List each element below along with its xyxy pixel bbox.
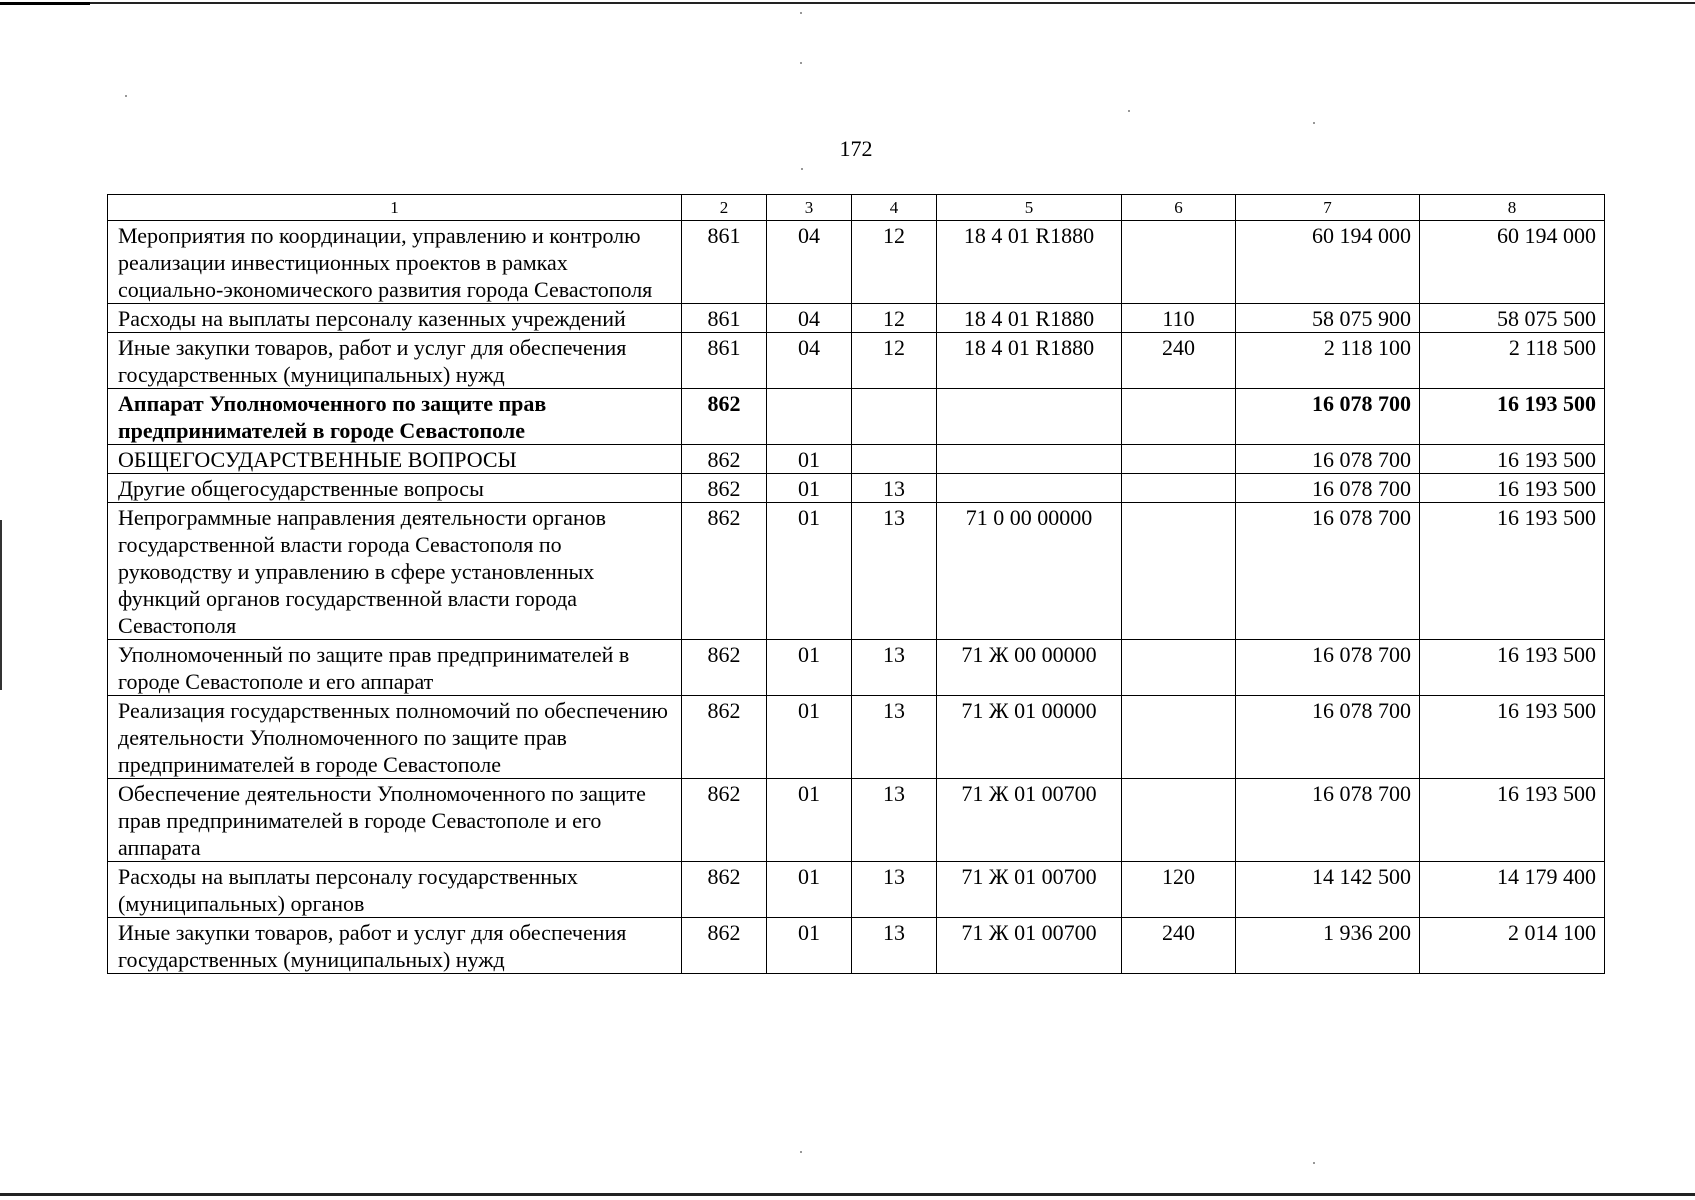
cell-col-4: 13 xyxy=(852,503,937,640)
row-description: Уполномоченный по защите прав предпринимателей в городе Севастополе и его аппарат xyxy=(108,640,682,696)
cell-col-3: 04 xyxy=(767,304,852,333)
cell-col-8: 16 193 500 xyxy=(1420,474,1605,503)
cell-col-5: 71 Ж 01 00700 xyxy=(937,779,1122,862)
row-description: Мероприятия по координации, управлению и контролю реализации инвестиционных проектов в рамках социально-экономического развития города Севастополя xyxy=(108,221,682,304)
row-description: Расходы на выплаты персоналу казенных учреждений xyxy=(108,304,682,333)
cell-col-5 xyxy=(937,474,1122,503)
table-row xyxy=(108,503,1605,640)
cell-col-7: 1 936 200 xyxy=(1236,918,1420,974)
cell-col-6: 240 xyxy=(1122,333,1236,389)
top-border-mark xyxy=(0,2,90,5)
cell-col-6 xyxy=(1122,640,1236,696)
table-row xyxy=(108,333,1605,389)
cell-col-7: 16 078 700 xyxy=(1236,696,1420,779)
cell-col-2: 862 xyxy=(682,474,767,503)
cell-col-5: 71 Ж 01 00000 xyxy=(937,696,1122,779)
cell-col-8: 2 118 500 xyxy=(1420,333,1605,389)
col-header-5: 5 xyxy=(937,195,1122,221)
scan-speck xyxy=(1313,1162,1315,1164)
cell-col-3: 01 xyxy=(767,779,852,862)
cell-col-3: 01 xyxy=(767,445,852,474)
cell-col-3 xyxy=(767,389,852,445)
cell-col-3: 01 xyxy=(767,696,852,779)
cell-col-7: 16 078 700 xyxy=(1236,474,1420,503)
table-row xyxy=(108,389,1605,445)
col-header-1: 1 xyxy=(108,195,682,221)
cell-col-2: 861 xyxy=(682,304,767,333)
scan-speck xyxy=(801,168,803,170)
cell-col-4: 13 xyxy=(852,640,937,696)
table-row xyxy=(108,779,1605,862)
cell-col-8: 60 194 000 xyxy=(1420,221,1605,304)
cell-col-6 xyxy=(1122,503,1236,640)
cell-col-4: 12 xyxy=(852,221,937,304)
cell-col-8: 16 193 500 xyxy=(1420,445,1605,474)
cell-col-8: 16 193 500 xyxy=(1420,640,1605,696)
row-description: Обеспечение деятельности Уполномоченного по защите прав предпринимателей в городе Севастополе и его аппарата xyxy=(108,779,682,862)
table-row xyxy=(108,640,1605,696)
cell-col-3: 01 xyxy=(767,503,852,640)
cell-col-7: 2 118 100 xyxy=(1236,333,1420,389)
cell-col-6: 110 xyxy=(1122,304,1236,333)
cell-col-2: 862 xyxy=(682,445,767,474)
cell-col-5 xyxy=(937,445,1122,474)
cell-col-8: 16 193 500 xyxy=(1420,779,1605,862)
cell-col-3: 01 xyxy=(767,474,852,503)
cell-col-7: 16 078 700 xyxy=(1236,640,1420,696)
cell-col-5: 18 4 01 R1880 xyxy=(937,304,1122,333)
cell-col-3: 01 xyxy=(767,640,852,696)
cell-col-4: 13 xyxy=(852,474,937,503)
scan-speck xyxy=(1313,122,1315,124)
cell-col-3: 04 xyxy=(767,333,852,389)
budget-table xyxy=(107,194,1605,974)
scan-speck xyxy=(125,95,127,97)
cell-col-2: 861 xyxy=(682,333,767,389)
cell-col-5: 71 0 00 00000 xyxy=(937,503,1122,640)
table-row xyxy=(108,221,1605,304)
left-scan-mark xyxy=(0,520,2,690)
col-header-7: 7 xyxy=(1236,195,1420,221)
cell-col-7: 16 078 700 xyxy=(1236,779,1420,862)
table-row xyxy=(108,862,1605,918)
row-description: Расходы на выплаты персоналу государственных (муниципальных) органов xyxy=(108,862,682,918)
cell-col-4: 12 xyxy=(852,304,937,333)
cell-col-3: 04 xyxy=(767,221,852,304)
cell-col-6 xyxy=(1122,474,1236,503)
cell-col-8: 16 193 500 xyxy=(1420,389,1605,445)
cell-col-4: 13 xyxy=(852,862,937,918)
cell-col-6 xyxy=(1122,221,1236,304)
cell-col-6 xyxy=(1122,696,1236,779)
cell-col-5: 71 Ж 01 00700 xyxy=(937,862,1122,918)
row-description: Реализация государственных полномочий по обеспечению деятельности Уполномоченного по защите прав предпринимателей в городе Севастополе xyxy=(108,696,682,779)
col-header-6: 6 xyxy=(1122,195,1236,221)
cell-col-3: 01 xyxy=(767,862,852,918)
row-description: Иные закупки товаров, работ и услуг для обеспечения государственных (муниципальных) нужд xyxy=(108,918,682,974)
cell-col-7: 16 078 700 xyxy=(1236,389,1420,445)
cell-col-6: 240 xyxy=(1122,918,1236,974)
row-description: Непрограммные направления деятельности органов государственной власти города Севастополя по руководству и управлению в сфере установленных функций органов государственной власти города Севастополя xyxy=(108,503,682,640)
col-header-3: 3 xyxy=(767,195,852,221)
row-description: Иные закупки товаров, работ и услуг для обеспечения государственных (муниципальных) нужд xyxy=(108,333,682,389)
top-border-line xyxy=(0,2,1695,4)
bottom-border-line xyxy=(0,1193,1695,1196)
cell-col-2: 862 xyxy=(682,779,767,862)
table-row xyxy=(108,918,1605,974)
cell-col-5: 71 Ж 00 00000 xyxy=(937,640,1122,696)
cell-col-6: 120 xyxy=(1122,862,1236,918)
col-header-8: 8 xyxy=(1420,195,1605,221)
cell-col-2: 862 xyxy=(682,389,767,445)
cell-col-4: 13 xyxy=(852,779,937,862)
table-row xyxy=(108,304,1605,333)
cell-col-2: 862 xyxy=(682,918,767,974)
cell-col-7: 14 142 500 xyxy=(1236,862,1420,918)
cell-col-2: 861 xyxy=(682,221,767,304)
cell-col-7: 60 194 000 xyxy=(1236,221,1420,304)
cell-col-8: 16 193 500 xyxy=(1420,696,1605,779)
col-header-2: 2 xyxy=(682,195,767,221)
cell-col-6 xyxy=(1122,389,1236,445)
row-description: Аппарат Уполномоченного по защите прав предпринимателей в городе Севастополе xyxy=(108,389,682,445)
cell-col-5: 71 Ж 01 00700 xyxy=(937,918,1122,974)
table-row xyxy=(108,696,1605,779)
cell-col-2: 862 xyxy=(682,640,767,696)
cell-col-2: 862 xyxy=(682,862,767,918)
cell-col-4: 13 xyxy=(852,918,937,974)
cell-col-4: 13 xyxy=(852,696,937,779)
cell-col-7: 16 078 700 xyxy=(1236,503,1420,640)
cell-col-2: 862 xyxy=(682,503,767,640)
cell-col-5 xyxy=(937,389,1122,445)
table-row xyxy=(108,445,1605,474)
column-number-header-row xyxy=(108,195,1605,221)
cell-col-4 xyxy=(852,445,937,474)
cell-col-8: 58 075 500 xyxy=(1420,304,1605,333)
table-body xyxy=(108,221,1605,974)
scan-speck xyxy=(800,62,802,64)
col-header-4: 4 xyxy=(852,195,937,221)
row-description: ОБЩЕГОСУДАРСТВЕННЫЕ ВОПРОСЫ xyxy=(108,445,682,474)
cell-col-8: 16 193 500 xyxy=(1420,503,1605,640)
scan-speck xyxy=(800,12,802,14)
cell-col-2: 862 xyxy=(682,696,767,779)
cell-col-6 xyxy=(1122,779,1236,862)
cell-col-7: 16 078 700 xyxy=(1236,445,1420,474)
cell-col-5: 18 4 01 R1880 xyxy=(937,221,1122,304)
cell-col-4 xyxy=(852,389,937,445)
cell-col-8: 2 014 100 xyxy=(1420,918,1605,974)
cell-col-6 xyxy=(1122,445,1236,474)
cell-col-3: 01 xyxy=(767,918,852,974)
cell-col-5: 18 4 01 R1880 xyxy=(937,333,1122,389)
scan-speck xyxy=(1128,110,1130,112)
cell-col-7: 58 075 900 xyxy=(1236,304,1420,333)
page-number: 172 xyxy=(839,136,873,161)
cell-col-8: 14 179 400 xyxy=(1420,862,1605,918)
scan-speck xyxy=(800,1151,802,1153)
table-row xyxy=(108,474,1605,503)
cell-col-4: 12 xyxy=(852,333,937,389)
row-description: Другие общегосударственные вопросы xyxy=(108,474,682,503)
